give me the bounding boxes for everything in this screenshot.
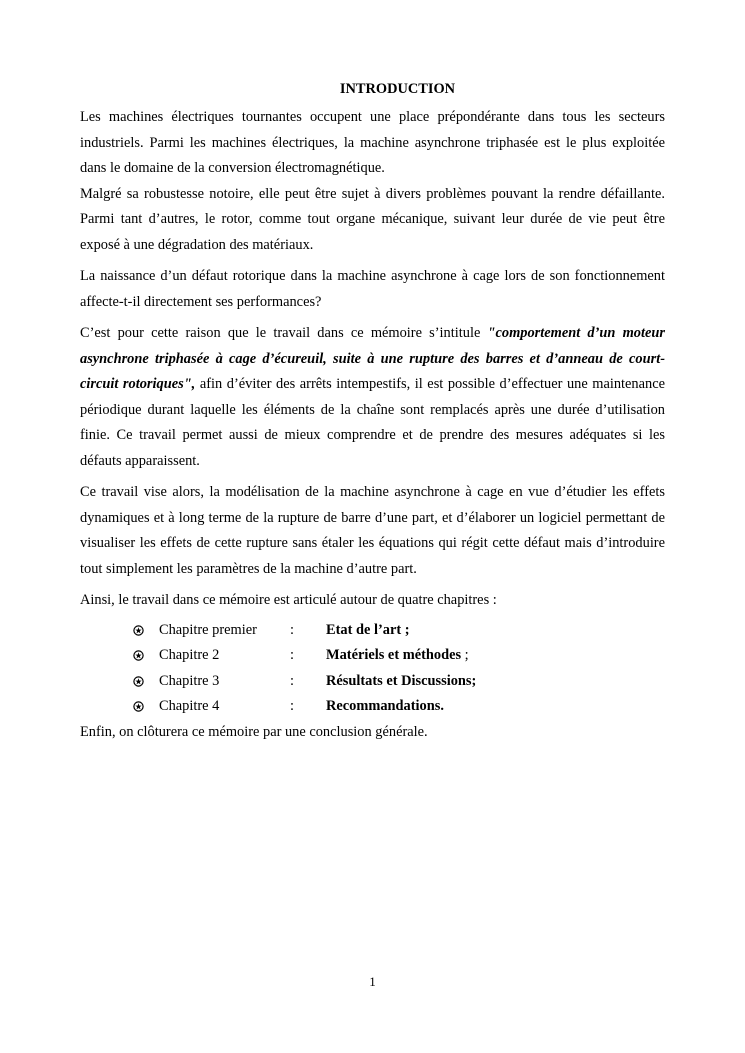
- star-bullet-icon: [133, 676, 144, 687]
- chapter-name: Chapitre 2: [159, 647, 220, 663]
- paragraph-thesis-title: [80, 321, 665, 474]
- chapter-title-text: Résultats et Discussions;: [326, 672, 477, 689]
- chapter-separator: :: [290, 698, 294, 714]
- chapter-title-text: Recommandations.: [326, 698, 444, 714]
- chapter-title-text: Matériels et méthodes: [326, 647, 462, 663]
- paragraph-structure: Ainsi, le travail dans ce mémoire est articulé autour de quatre chapitres :: [80, 592, 497, 608]
- chapter-item: [80, 694, 665, 720]
- page-title: INTRODUCTION: [339, 81, 456, 97]
- star-bullet-icon: [133, 650, 144, 661]
- chapter-title: [326, 694, 444, 720]
- paragraph-conclusion: Enfin, on clôturera ce mémoire par une conclusion générale.: [80, 723, 428, 740]
- thesis-title-emphasis: "comportement d’un moteur asynchrone triphasée à cage d’écureuil, suite à une rupture des barres et d’anneau de court-circuit rotoriques",: [80, 325, 665, 392]
- chapter-separator: :: [290, 621, 294, 638]
- page-number: 1: [369, 974, 376, 989]
- chapter-title: [326, 669, 476, 695]
- star-bullet-icon: [133, 625, 144, 636]
- chapter-title: [326, 618, 410, 644]
- chapter-item: [80, 618, 665, 644]
- paragraph-intro: Les machines électriques tournantes occupent une place prépondérante dans tous les secteurs industriels. Parmi les machines électriques, la machine asynchrone triphasée est le plus exploitée dans le domaine de la conversion électromagnétique.: [80, 109, 665, 176]
- thesis-trailing-text: afin d’éviter des arrêts intempestifs, il est possible d’effectuer une maintenance périodique durant laquelle les éléments de la chaîne sont remplacés après une durée d’utilisation finie. Ce travail permet aussi de mieux comprendre et de prendre des mesures adéquates si les défauts apparaissent.: [80, 376, 665, 469]
- paragraph-question: La naissance d’un défaut rotorique dans la machine asynchrone à cage lors de son fonctionnement affecte-t-il directement ses performances?: [80, 268, 665, 310]
- chapter-separator: :: [290, 672, 294, 689]
- document-page: [80, 79, 665, 751]
- paragraph-objectives: Ce travail vise alors, la modélisation de la machine asynchrone à cage en vue d’étudier les effets dynamiques et à long terme de la rupture de barre d’une part, et d’élaborer un logiciel permettant de visualiser les effets de cette rupture sans étaler les équations qui régit cette défaut mais d’introduire tout simplement les paramètres de la machine d’autre part.: [80, 484, 665, 577]
- star-bullet-icon: [133, 701, 144, 712]
- chapter-name: Chapitre 3: [159, 672, 220, 689]
- chapter-separator: :: [290, 647, 294, 663]
- paragraph-robustness: Malgré sa robustesse notoire, elle peut être sujet à divers problèmes pouvant la rendre défaillante. Parmi tant d’autres, le rotor, comme tout organe mécanique, suivant leur durée de vie peut être exposé à une dégradation des matériaux.: [80, 185, 665, 253]
- chapter-item: [80, 669, 665, 695]
- thesis-lead-text: C’est pour cette raison que le travail dans ce mémoire s’intitule: [80, 325, 488, 341]
- chapter-title: [326, 643, 469, 669]
- chapter-item: [80, 643, 665, 669]
- chapter-title-text: Etat de l’art ;: [326, 621, 410, 638]
- chapter-name: Chapitre premier: [159, 621, 257, 638]
- chapter-list: [80, 618, 665, 720]
- chapter-title-suffix: ;: [461, 647, 469, 663]
- chapter-name: Chapitre 4: [159, 698, 220, 714]
